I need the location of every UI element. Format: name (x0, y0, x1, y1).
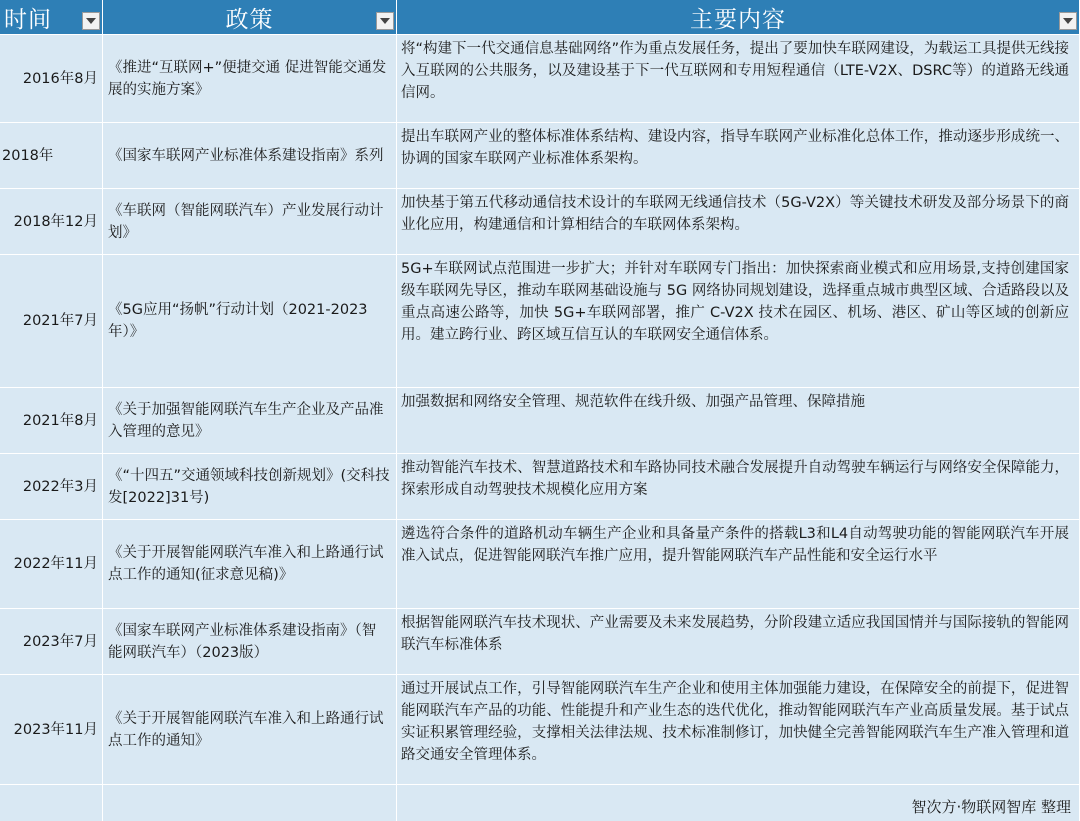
table-cell-content[interactable]: 遴选符合条件的道路机动车辆生产企业和具备量产条件的搭载L3和L4自动驾驶功能的智能网联汽车开展准入试点，促进智能网联汽车推广应用，提升智能网联汽车产品性能和安全运行水平 (397, 520, 1080, 609)
filter-dropdown-icon[interactable] (1059, 12, 1077, 30)
table-cell-content[interactable]: 5G+车联网试点范围进一步扩大；并针对车联网专门指出：加快探索商业模式和应用场景,支持创建国家级车联网先导区，推动车联网基础设施与 5G 网络协同规划建设，选择重点城市典型区域、合适路段以及重点高速公路等，加快 5G+车联网部署，推广 C-V2X 技术在园区、机场、港区、矿山等区域的创新应用。建立跨行业、跨区域互信互认的车联网安全通信体系。 (397, 255, 1080, 388)
table-cell-policy[interactable]: 《“十四五”交通领域科技创新规划》(交科技发[2022]31号) (103, 454, 397, 520)
table-cell-policy[interactable]: 《国家车联网产业标准体系建设指南》系列 (103, 123, 397, 189)
table-cell-date[interactable]: 2023年11月 (0, 675, 103, 785)
table-cell-date[interactable]: 2018年12月 (0, 189, 103, 255)
table-cell-date[interactable]: 2021年7月 (0, 255, 103, 388)
footer-source-note: 智次方·物联网智库 整理 (397, 785, 1080, 821)
table-cell-content[interactable]: 加强数据和网络安全管理、规范软件在线升级、加强产品管理、保障措施 (397, 388, 1080, 454)
table-cell-policy[interactable]: 《关于开展智能网联汽车准入和上路通行试点工作的通知(征求意见稿)》 (103, 520, 397, 609)
table-cell-policy[interactable]: 《5G应用“扬帆”行动计划（2021-2023年）》 (103, 255, 397, 388)
column-header-content[interactable] (397, 0, 1080, 35)
footer-empty-cell[interactable] (103, 785, 397, 821)
filter-dropdown-icon[interactable] (376, 12, 394, 30)
table-cell-policy[interactable]: 《国家车联网产业标准体系建设指南》（智能网联汽车）（2023版） (103, 609, 397, 675)
column-header-label: 时间 (4, 6, 52, 33)
filter-dropdown-icon[interactable] (82, 12, 100, 30)
table-cell-date[interactable]: 2022年3月 (0, 454, 103, 520)
footer-empty-cell[interactable] (0, 785, 103, 821)
column-header-policy[interactable] (103, 0, 397, 35)
table-cell-policy[interactable]: 《关于加强智能网联汽车生产企业及产品准入管理的意见》 (103, 388, 397, 454)
table-cell-date[interactable]: 2023年7月 (0, 609, 103, 675)
table-cell-policy[interactable]: 《关于开展智能网联汽车准入和上路通行试点工作的通知》 (103, 675, 397, 785)
table-cell-date[interactable]: 2016年8月 (0, 35, 103, 123)
table-cell-date[interactable]: 2022年11月 (0, 520, 103, 609)
table-cell-policy[interactable]: 《推进“互联网+”便捷交通 促进智能交通发展的实施方案》 (103, 35, 397, 123)
table-cell-content[interactable]: 根据智能网联汽车技术现状、产业需要及未来发展趋势，分阶段建立适应我国国情并与国际接轨的智能网联汽车标准体系 (397, 609, 1080, 675)
table-cell-date[interactable]: 2018年 (0, 123, 103, 189)
table-cell-content[interactable]: 加快基于第五代移动通信技术设计的车联网无线通信技术（5G-V2X）等关键技术研发及部分场景下的商业化应用，构建通信和计算相结合的车联网体系架构。 (397, 189, 1080, 255)
table-cell-policy[interactable]: 《车联网（智能网联汽车）产业发展行动计划》 (103, 189, 397, 255)
table-cell-content[interactable]: 通过开展试点工作，引导智能网联汽车生产企业和使用主体加强能力建设，在保障安全的前提下，促进智能网联汽车产品的功能、性能提升和产业生态的迭代优化，推动智能网联汽车产业高质量发展。基于试点实证积累管理经验，支撑相关法律法规、技术标准制修订，加快健全完善智能网联汽车生产准入管理和道路交通安全管理体系。 (397, 675, 1080, 785)
column-header-label: 政策 (225, 6, 274, 33)
table-cell-content[interactable]: 推动智能汽车技术、智慧道路技术和车路协同技术融合发展提升自动驾驶车辆运行与网络安全保障能力，探索形成自动驾驶技术规模化应用方案 (397, 454, 1080, 520)
column-header-label: 主要内容 (690, 6, 786, 33)
table-cell-content[interactable]: 提出车联网产业的整体标准体系结构、建设内容，指导车联网产业标准化总体工作，推动逐步形成统一、协调的国家车联网产业标准体系架构。 (397, 123, 1080, 189)
table-cell-content[interactable]: 将“构建下一代交通信息基础网络”作为重点发展任务，提出了要加快车联网建设，为载运工具提供无线接入互联网的公共服务，以及建设基于下一代互联网和专用短程通信（LTE-V2X、DSRC等）的道路无线通信网。 (397, 35, 1080, 123)
table-cell-date[interactable]: 2021年8月 (0, 388, 103, 454)
column-header-time[interactable] (0, 0, 103, 35)
